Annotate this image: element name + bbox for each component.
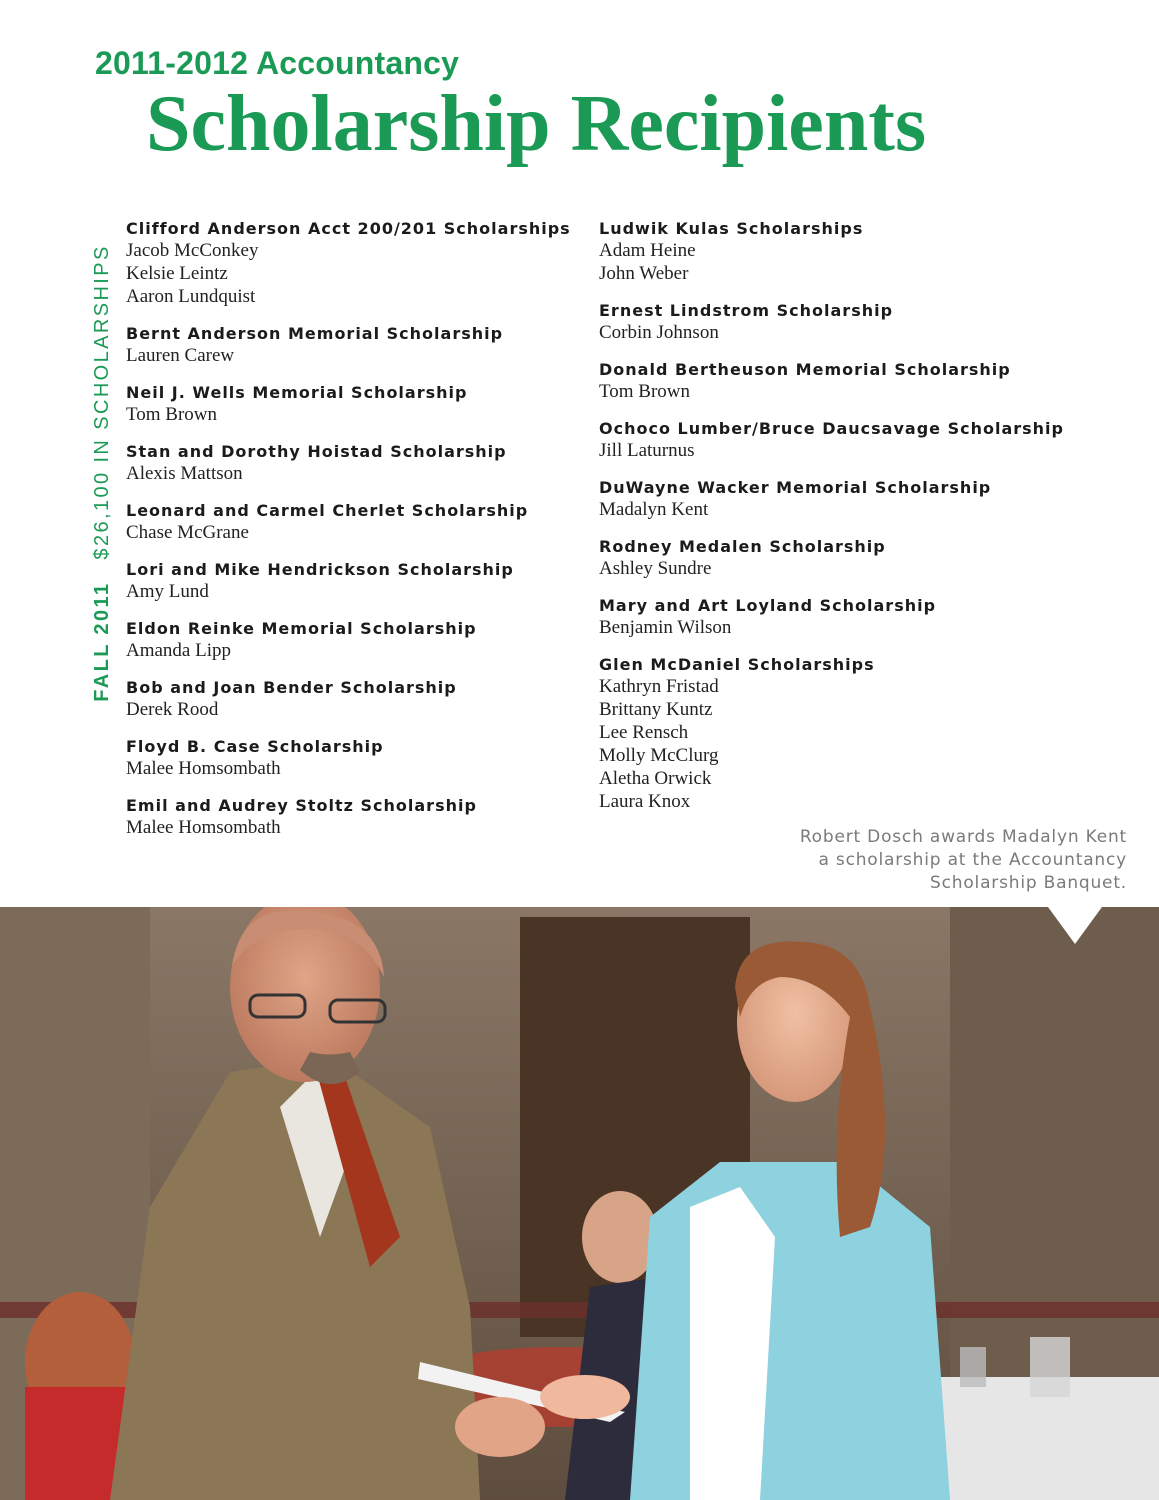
award-name: Ludwik Kulas Scholarships: [599, 219, 864, 238]
award-name: Floyd B. Case Scholarship: [126, 737, 384, 756]
award-name: Ernest Lindstrom Scholarship: [599, 301, 894, 320]
recipient-name: Laura Knox: [599, 791, 691, 812]
award-entry: [599, 478, 1059, 521]
caption-pointer: [1048, 907, 1102, 944]
award-entry: [126, 619, 576, 662]
award-entry: [599, 419, 1064, 462]
recipient-name: Benjamin Wilson: [599, 617, 732, 638]
recipient-name: Kelsie Leintz: [126, 263, 228, 284]
award-entry: [126, 560, 576, 603]
recipient-list: [126, 757, 576, 780]
award-name: Neil J. Wells Memorial Scholarship: [126, 383, 468, 402]
recipient-list: [599, 239, 1059, 285]
award-name: Eldon Reinke Memorial Scholarship: [126, 619, 477, 638]
award-name: Clifford Anderson Acct 200/201 Scholarships: [126, 219, 571, 238]
recipient-list: [599, 321, 1059, 344]
award-entry: [599, 301, 1059, 344]
recipient-name: Kathryn Fristad: [599, 676, 719, 697]
award-entry: [599, 537, 1059, 580]
recipient-name: Amy Lund: [126, 581, 209, 602]
award-entry: [126, 501, 576, 544]
award-name: Ochoco Lumber/Bruce Daucsavage Scholarship: [599, 419, 1064, 438]
recipient-name: Aaron Lundquist: [126, 286, 256, 307]
recipient-name: Alexis Mattson: [126, 463, 243, 484]
award-entry: [126, 219, 576, 308]
award-name: Bob and Joan Bender Scholarship: [126, 678, 457, 697]
caption-line: a scholarship at the Accountancy: [818, 850, 1127, 870]
recipient-list: [126, 403, 576, 426]
award-name: Rodney Medalen Scholarship: [599, 537, 886, 556]
award-name: Lori and Mike Hendrickson Scholarship: [126, 560, 514, 579]
award-entry: [126, 737, 576, 780]
recipient-name: Ashley Sundre: [599, 558, 712, 579]
side-label-season: FALL 2011: [91, 581, 113, 702]
recipient-name: Lauren Carew: [126, 345, 235, 366]
award-entry: [126, 442, 576, 485]
recipient-name: Madalyn Kent: [599, 499, 709, 520]
recipient-list: [599, 557, 1059, 580]
photo-caption: [727, 826, 1127, 895]
award-name: DuWayne Wacker Memorial Scholarship: [599, 478, 992, 497]
recipient-name: Corbin Johnson: [599, 322, 719, 343]
recipient-list: [599, 380, 1059, 403]
recipient-name: Chase McGrane: [126, 522, 249, 543]
recipient-name: Lee Rensch: [599, 722, 689, 743]
caption-line: Scholarship Banquet.: [930, 873, 1127, 893]
recipient-name: Jill Laturnus: [599, 440, 695, 461]
award-name: Stan and Dorothy Hoistad Scholarship: [126, 442, 507, 461]
recipient-list: [126, 344, 576, 367]
award-name: Leonard and Carmel Cherlet Scholarship: [126, 501, 529, 520]
recipient-name: Jacob McConkey: [126, 240, 259, 261]
recipient-name: Aletha Orwick: [599, 768, 712, 789]
recipient-list: [126, 698, 576, 721]
award-entry: [599, 360, 1059, 403]
recipient-list: [599, 675, 1059, 813]
award-photo-illustration: [0, 907, 1159, 1500]
award-entry: [126, 678, 576, 721]
recipient-name: Tom Brown: [126, 404, 218, 425]
award-name: Bernt Anderson Memorial Scholarship: [126, 324, 504, 343]
recipient-name: Amanda Lipp: [126, 640, 232, 661]
recipient-name: Molly McClurg: [599, 745, 719, 766]
recipient-name: Tom Brown: [599, 381, 691, 402]
award-entry: [126, 796, 576, 839]
award-entry: [126, 383, 576, 426]
side-label-amount: $26,100 IN SCHOLARSHIPS: [91, 244, 113, 560]
page-title: Scholarship Recipients: [146, 80, 927, 168]
recipient-name: Malee Homsombath: [126, 817, 281, 838]
award-name: Glen McDaniel Scholarships: [599, 655, 875, 674]
recipient-list: [599, 439, 1059, 462]
recipient-list: [126, 521, 576, 544]
award-photo: [0, 907, 1159, 1500]
award-name: Mary and Art Loyland Scholarship: [599, 596, 937, 615]
recipient-list: [599, 616, 1059, 639]
recipient-list: [126, 462, 576, 485]
recipient-list: [126, 639, 576, 662]
right-award-column: [599, 219, 1064, 829]
recipient-list: [126, 816, 576, 839]
caption-line: Robert Dosch awards Madalyn Kent: [799, 827, 1127, 847]
recipient-name: Malee Homsombath: [126, 758, 281, 779]
recipient-name: Adam Heine: [599, 240, 696, 261]
award-entry: [599, 655, 1059, 813]
award-name: Donald Bertheuson Memorial Scholarship: [599, 360, 1011, 379]
recipient-name: Derek Rood: [126, 699, 219, 720]
recipient-name: Brittany Kuntz: [599, 699, 713, 720]
recipient-list: [126, 239, 576, 308]
award-entry: [599, 596, 1059, 639]
award-entry: [599, 219, 1059, 285]
side-label-vertical: [89, 213, 115, 733]
header-kicker: 2011-2012 Accountancy: [95, 45, 460, 81]
award-name: Emil and Audrey Stoltz Scholarship: [126, 796, 477, 815]
recipient-name: John Weber: [599, 263, 689, 284]
left-award-column: [126, 219, 576, 855]
recipient-list: [126, 580, 576, 603]
award-entry: [126, 324, 576, 367]
recipient-list: [599, 498, 1059, 521]
